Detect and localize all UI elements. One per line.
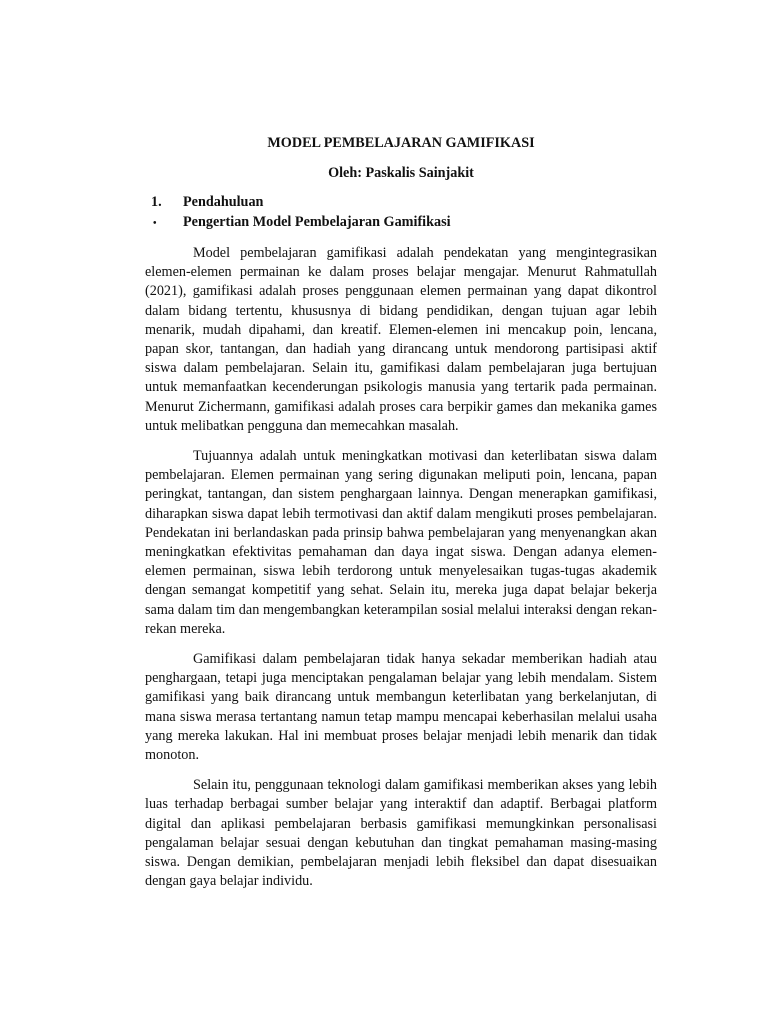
section-heading-numbered bbox=[145, 192, 657, 212]
section-heading-text: Pendahuluan bbox=[183, 194, 264, 210]
body-paragraph: Selain itu, penggunaan teknologi dalam gamifikasi memberikan akses yang lebih luas terhadap berbagai sumber belajar yang interaktif dan adaptif. Berbagai platform digital dan aplikasi pembelajaran berbasis gamifikasi memungkinkan personalisasi pengalaman belajar sesuai dengan kebutuhan dan tingkat pemahaman masing-masing siswa. Dengan demikian, pembelajaran menjadi lebih fleksibel dan dapat disesuaikan dengan gaya belajar individu. bbox=[145, 777, 657, 890]
section-list bbox=[145, 192, 657, 234]
document-byline: Oleh: Paskalis Sainjakit bbox=[328, 165, 474, 181]
section-number: 1. bbox=[151, 194, 162, 210]
body-paragraph: Tujuannya adalah untuk meningkatkan motivasi dan keterlibatan siswa dalam pembelajaran. Elemen permainan yang sering digunakan meliputi poin, lencana, papan peringkat, tantangan, dan sistem penghargaan lainnya. Dengan menerapkan gamifikasi, diharapkan siswa dapat lebih termotivasi dan aktif dalam mengikuti proses pembelajaran. Pendekatan ini berlandaskan pada prinsip bahwa pembelajaran yang menyenangkan akan meningkatkan efektivitas pemahaman dan daya ingat siswa. Dengan adanya elemen-elemen permainan, siswa lebih terdorong untuk menyelesaikan tugas-tugas akademik dengan semangat kompetitif yang sehat. Selain itu, mereka juga dapat belajar bekerja sama dalam tim dan mengembangkan keterampilan sosial melalui interaksi dengan rekan-rekan mereka. bbox=[145, 448, 657, 637]
document-title: MODEL PEMBELAJARAN GAMIFIKASI bbox=[267, 135, 535, 151]
section-heading-bulleted bbox=[145, 212, 657, 234]
section-heading-text: Pengertian Model Pembelajaran Gamifikasi bbox=[183, 214, 451, 230]
bullet-icon: • bbox=[153, 218, 157, 229]
body-paragraph: Model pembelajaran gamifikasi adalah pendekatan yang mengintegrasikan elemen-elemen permainan ke dalam proses belajar mengajar. Menurut Rahmatullah (2021), gamifikasi adalah proses penggunaan elemen permainan yang dapat dikontrol dalam bidang tertentu, khususnya di bidang pendidikan, dengan tujuan agar lebih menarik, mudah dipahami, dan kreatif. Elemen-elemen ini mencakup poin, lencana, papan skor, tantangan, dan hadiah yang dirancang untuk mendorong partisipasi aktif siswa dalam pembelajaran. Selain itu, gamifikasi dalam pembelajaran juga bertujuan untuk memanfaatkan kecenderungan psikologis manusia yang tertarik pada permainan. Menurut Zichermann, gamifikasi adalah proses cara berpikir games dan mekanika games untuk melibatkan pengguna dan memecahkan masalah. bbox=[145, 245, 657, 434]
document-content bbox=[145, 134, 657, 903]
body-paragraph: Gamifikasi dalam pembelajaran tidak hanya sekadar memberikan hadiah atau penghargaan, tetapi juga menciptakan pengalaman belajar yang lebih mendalam. Sistem gamifikasi yang baik dirancang untuk membangun keterlibatan yang berkelanjutan, di mana siswa merasa tertantang namun tetap mampu mencapai keberhasilan melalui usaha yang mereka lakukan. Hal ini membuat proses belajar menjadi lebih menarik dan tidak monoton. bbox=[145, 651, 657, 764]
